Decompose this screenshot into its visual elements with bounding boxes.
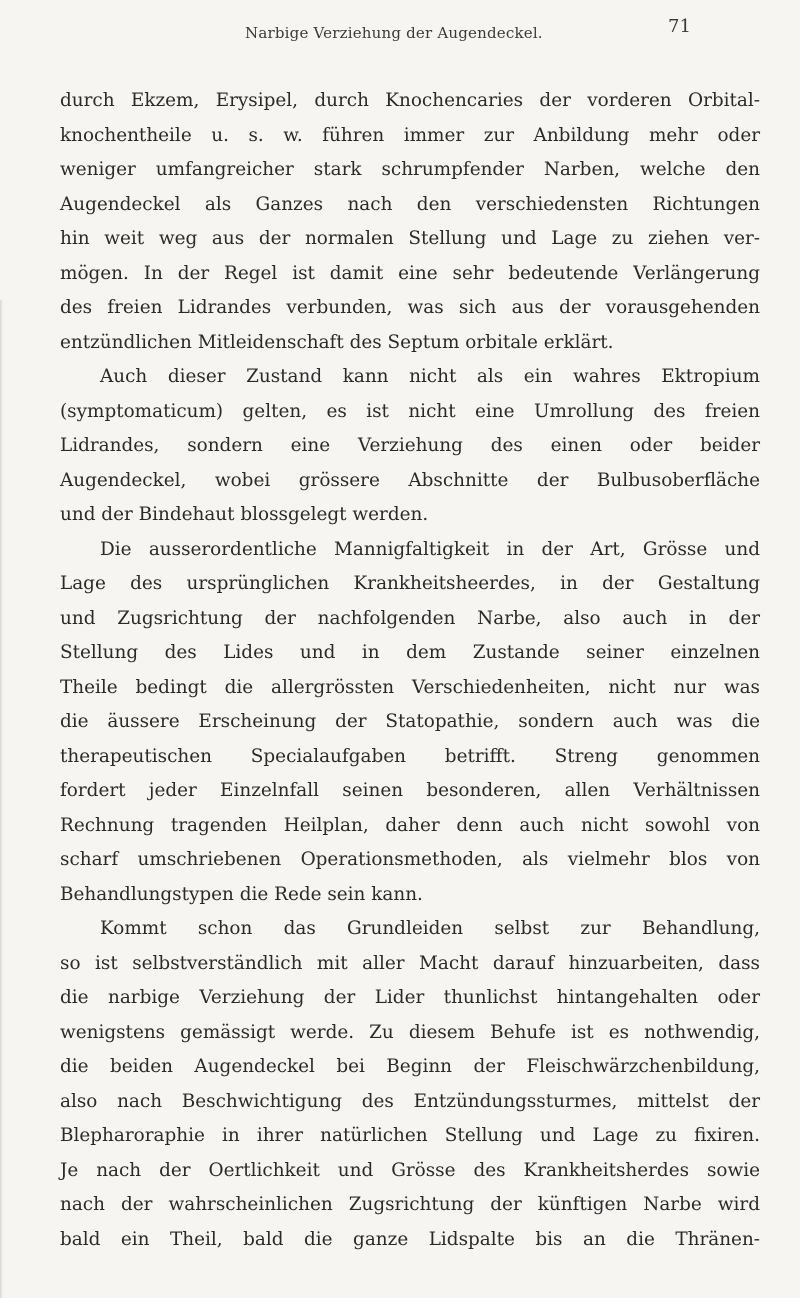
text-line: fordert jeder Einzelnfall seinen besonderen, allen Verhältnissen [60, 780, 760, 801]
text-line: und Zugsrichtung der nachfolgenden Narbe, also auch in der [60, 607, 760, 629]
text-line: des freien Lidrandes verbunden, was sich aus der vorausgehenden [60, 297, 760, 318]
text-line: durch Ekzem, Erysipel, durch Knochencaries der vorderen Orbital- [60, 90, 760, 111]
text-line: die narbige Verziehung der Lider thunlichst hintangehalten oder [60, 987, 760, 1008]
text-line: Lage des ursprünglichen Krankheitsheerdes, in der Gestaltung [60, 573, 760, 594]
text-line: Blepharoraphie in ihrer natürlichen Stellung und Lage zu fixiren. [60, 1125, 760, 1146]
text-line: Auch dieser Zustand kann nicht als ein wahres Ektropium [100, 366, 760, 387]
text-line: Lidrandes, sondern eine Verziehung des einen oder beider [60, 435, 760, 456]
page-number: 71 [668, 16, 691, 37]
running-title: Narbige Verziehung der Augendeckel. [245, 24, 543, 42]
text-line: nach der wahrscheinlichen Zugsrichtung der künftigen Narbe wird [60, 1194, 760, 1215]
text-line: so ist selbstverständlich mit aller Macht darauf hinzuarbeiten, dass [60, 952, 760, 974]
text-line: knochentheile u. s. w. führen immer zur Anbildung mehr oder [60, 124, 760, 146]
text-line: Augendeckel als Ganzes nach den verschiedensten Richtungen [60, 193, 760, 215]
body-text [60, 84, 760, 1257]
text-line: therapeutischen Specialaufgaben betrifft. Streng genommen [60, 745, 760, 767]
text-line: Je nach der Oertlichkeit und Grösse des Krankheitsherdes sowie [60, 1159, 760, 1181]
text-line: weniger umfangreicher stark schrumpfender Narben, welche den [60, 159, 760, 180]
text-line: hin weit weg aus der normalen Stellung und Lage zu ziehen ver- [60, 228, 760, 249]
text-line: Die ausserordentliche Mannigfaltigkeit in der Art, Grösse und [100, 538, 760, 560]
text-line: scharf umschriebenen Operationsmethoden, als vielmehr blos von [60, 849, 760, 870]
text-line: Augendeckel, wobei grössere Abschnitte der Bulbusoberfläche [60, 469, 760, 491]
text-line: wenigstens gemässigt werde. Zu diesem Behufe ist es nothwendig, [60, 1021, 760, 1043]
text-line: und der Bindehaut blossgelegt werden. [60, 504, 429, 525]
text-line: Rechnung tragenden Heilplan, daher denn auch nicht sowohl von [60, 814, 760, 836]
text-line: also nach Beschwichtigung des Entzündungssturmes, mittelst der [60, 1090, 760, 1112]
text-line: bald ein Theil, bald die ganze Lidspalte bis an die Thränen- [60, 1228, 760, 1250]
page-edge-shadow [0, 300, 3, 1298]
text-line: mögen. In der Regel ist damit eine sehr bedeutende Verlängerung [60, 262, 760, 284]
text-line: Behandlungstypen die Rede sein kann. [60, 883, 423, 905]
text-line: Kommt schon das Grundleiden selbst zur Behandlung, [100, 918, 760, 939]
text-line: Stellung des Lides und in dem Zustande seiner einzelnen [60, 642, 760, 663]
text-line: (symptomaticum) gelten, es ist nicht eine Umrollung des freien [60, 400, 760, 422]
text-line: entzündlichen Mitleidenschaft des Septum orbitale erklärt. [60, 331, 614, 353]
text-line: Theile bedingt die allergrössten Verschiedenheiten, nicht nur was [60, 676, 760, 698]
text-line: die äussere Erscheinung der Statopathie, sondern auch was die [60, 711, 760, 732]
text-line: die beiden Augendeckel bei Beginn der Fleischwärzchenbildung, [60, 1056, 760, 1077]
